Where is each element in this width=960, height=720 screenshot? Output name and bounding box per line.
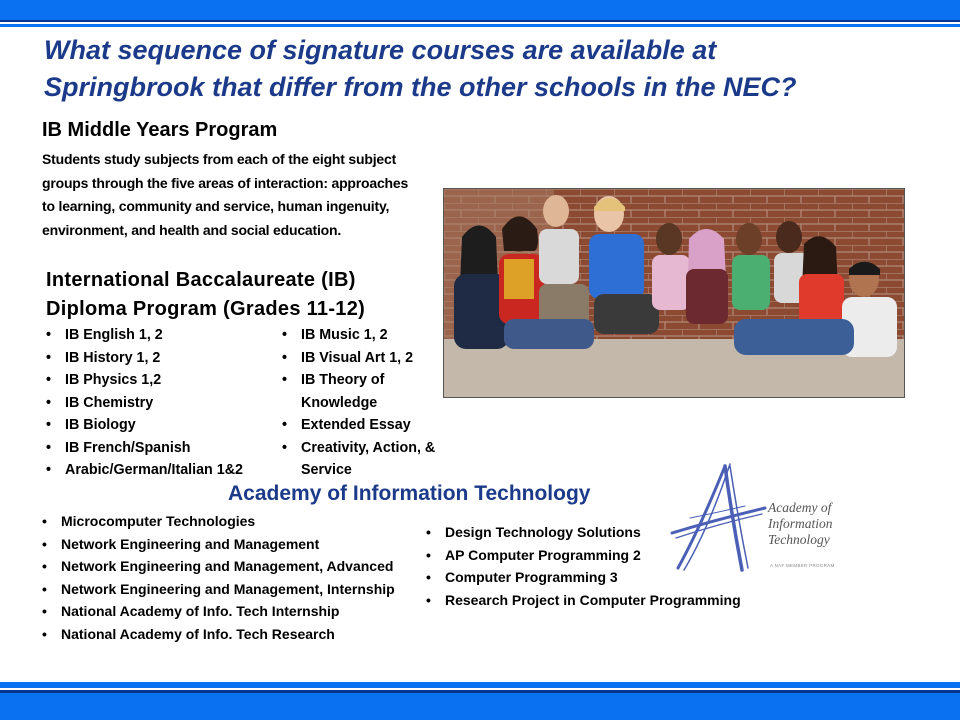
list-item: • Creativity, Action, & Service — [282, 437, 452, 482]
list-item: • National Academy of Info. Tech Internship — [42, 600, 402, 623]
list-item: • Research Project in Computer Programming — [426, 589, 806, 612]
ib-course-list-2 — [282, 324, 452, 482]
list-item: • IB English 1, 2 — [46, 324, 276, 347]
top-banner — [0, 0, 960, 22]
logo-line-2: Information — [768, 516, 833, 531]
students-photo-illustration — [444, 189, 905, 398]
list-item: • IB Theory of Knowledge — [282, 369, 452, 414]
list-item: • Network Engineering and Management, Internship — [42, 578, 402, 601]
list-item: • National Academy of Info. Tech Research — [42, 623, 402, 646]
myp-heading: IB Middle Years Program — [42, 119, 278, 141]
bottom-banner — [0, 690, 960, 720]
ait-course-list-1 — [42, 510, 402, 645]
ib-heading-text: International Baccalaureate (IB) Diploma Program (Grades 11-12) — [46, 269, 366, 320]
list-item: • IB French/Spanish — [46, 437, 276, 460]
logo-line-3: Technology — [768, 532, 830, 547]
list-item: • IB Biology — [46, 414, 276, 437]
list-item: • Network Engineering and Management — [42, 533, 402, 556]
list-item: • IB History 1, 2 — [46, 347, 276, 370]
list-item: • IB Chemistry — [46, 392, 276, 415]
ait-logo-wordmark — [768, 500, 833, 548]
list-item: • AP Computer Programming 2 — [426, 544, 806, 567]
list-item: • IB Music 1, 2 — [282, 324, 452, 347]
list-item: • IB Physics 1,2 — [46, 369, 276, 392]
myp-description: Students study subjects from each of the eight subject groups through the five areas of interaction: approaches to learning, community and service, human ingenuity, environment, and health and social education. — [42, 151, 409, 238]
list-item: • Network Engineering and Management, Advanced — [42, 555, 402, 578]
list-item: • IB Visual Art 1, 2 — [282, 347, 452, 370]
list-item: • Computer Programming 3 — [426, 566, 806, 589]
list-item: • Extended Essay — [282, 414, 452, 437]
logo-line-1: Academy of — [768, 500, 832, 515]
students-photo — [443, 188, 905, 398]
ait-heading: Academy of Information Technology — [228, 482, 591, 505]
list-item: • Arabic/German/Italian 1&2 — [46, 459, 276, 482]
list-item: • Design Technology Solutions — [426, 521, 806, 544]
ib-heading — [46, 266, 426, 324]
ib-course-list-1 — [46, 324, 276, 482]
logo-tagline: A NAF MEMBER PROGRAM — [770, 563, 835, 568]
list-item: • Microcomputer Technologies — [42, 510, 402, 533]
page-title: What sequence of signature courses are available at Springbrook that differ from the other schools in the NEC? — [44, 35, 797, 102]
